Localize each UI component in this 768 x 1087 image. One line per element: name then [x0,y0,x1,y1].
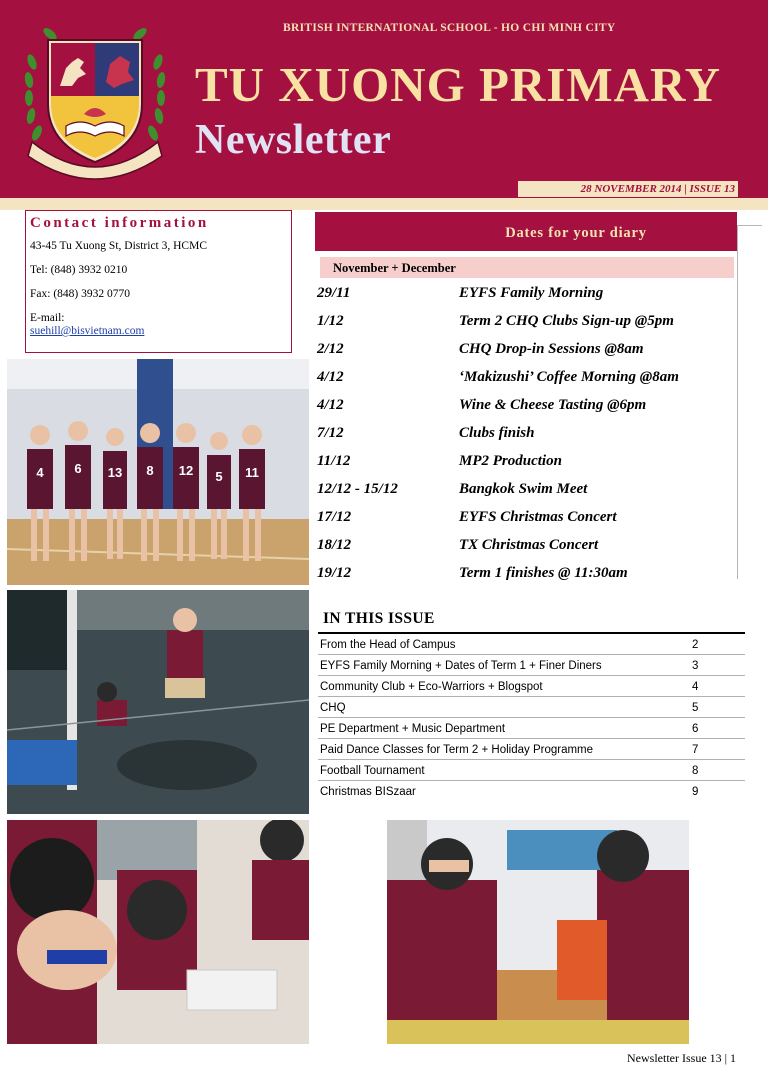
diary-date: 11/12 [317,453,351,469]
contact-email-link[interactable]: suehill@bisvietnam.com [30,325,145,337]
diary-row [317,313,737,341]
toc-page: 8 [692,765,699,777]
diary-event: Term 1 finishes @ 11:30am [459,565,628,581]
diary-row [317,565,737,593]
toc-page: 6 [692,723,699,735]
toc-row[interactable] [318,697,745,718]
diary-event: ‘Makizushi’ Coffee Morning @8am [459,369,679,385]
diary-event: EYFS Christmas Concert [459,509,617,525]
toc-label: Paid Dance Classes for Term 2 + Holiday Programme [320,744,594,756]
toc-label: PE Department + Music Department [320,723,506,735]
diary-date: 18/12 [317,537,352,553]
diary-row [317,453,737,481]
toc-row[interactable] [318,655,745,676]
diary-row [317,341,737,369]
diary-row [317,425,737,453]
diary-date: 19/12 [317,565,352,581]
school-name: BRITISH INTERNATIONAL SCHOOL - HO CHI MINH CITY [283,22,616,34]
toc-page: 5 [692,702,699,714]
diary-heading: Dates for your diary [315,212,737,251]
toc-page: 2 [692,639,699,651]
photo-gym-class [7,590,309,814]
jersey-number: 13 [107,465,123,480]
diary-date: 4/12 [317,397,344,413]
diary-row [317,509,737,537]
toc-page: 3 [692,660,699,672]
diary-date: 2/12 [317,341,344,357]
photo-cardboard-project [387,820,689,1044]
issue-date: 28 NOVEMBER 2014 | ISSUE 13 [518,181,738,197]
toc-row[interactable] [318,760,745,781]
contact-tel: Tel: (848) 3932 0210 [30,264,128,276]
diary-row [317,481,737,509]
diary-date: 1/12 [317,313,344,329]
contact-fax: Fax: (848) 3932 0770 [30,288,130,300]
toc-row[interactable] [318,739,745,760]
newsletter-title: TU XUONG PRIMARY [195,57,722,112]
contact-address: 43-45 Tu Xuong St, District 3, HCMC [30,240,208,252]
masthead [0,0,768,198]
diary-month: November + December [320,257,734,278]
jersey-number: 6 [74,461,82,476]
contact-email-label: E-mail: [30,312,65,324]
photo-floor-experiment [7,820,309,1044]
toc-page: 7 [692,744,699,756]
diary-event: CHQ Drop-in Sessions @8am [459,341,644,357]
toc-label: CHQ [320,702,346,714]
diary-date: 12/12 - 15/12 [317,481,398,497]
diary-event: TX Christmas Concert [459,537,599,553]
diary-row [317,397,737,425]
diary-date: 29/11 [317,285,351,301]
toc-label: EYFS Family Morning + Dates of Term 1 + Finer Diners [320,660,602,672]
toc-page: 9 [692,786,699,798]
jersey-number: 12 [178,463,194,478]
diary-event: MP2 Production [459,453,562,469]
jersey-number: 8 [146,463,154,478]
contact-box [25,210,292,353]
contact-heading: Contact information [30,215,209,231]
toc-label: Christmas BISzaar [320,786,416,798]
in-this-issue-heading: IN THIS ISSUE [323,610,435,627]
diary-date: 4/12 [317,369,344,385]
diary-date: 17/12 [317,509,352,525]
toc-row[interactable] [318,676,745,697]
toc-label: Football Tournament [320,765,425,777]
diary-event: Clubs finish [459,425,535,441]
toc-row[interactable] [318,781,745,802]
jersey-number: 5 [215,469,223,484]
page-footer: Newsletter Issue 13 | 1 [627,1051,737,1065]
diary-event: Wine & Cheese Tasting @6pm [459,397,647,413]
jersey-number: 11 [245,465,259,480]
photo-basketball-team [7,359,309,585]
diary-row [317,285,737,313]
school-crest-logo [22,22,168,182]
toc-label: Community Club + Eco-Warriors + Blogspot [320,681,543,693]
toc-row[interactable] [318,718,745,739]
diary-event: EYFS Family Morning [459,285,604,301]
toc-label: From the Head of Campus [320,639,456,651]
diary-row [317,537,737,565]
newsletter-subtitle: Newsletter [195,117,392,163]
cream-strip [0,198,768,210]
diary-event: Bangkok Swim Meet [459,481,588,497]
toc-row[interactable] [318,634,745,655]
diary-event: Term 2 CHQ Clubs Sign-up @5pm [459,313,674,329]
diary-row [317,369,737,397]
jersey-number: 4 [36,465,44,480]
toc-page: 4 [692,681,699,693]
diary-frame [737,225,762,579]
diary-date: 7/12 [317,425,344,441]
